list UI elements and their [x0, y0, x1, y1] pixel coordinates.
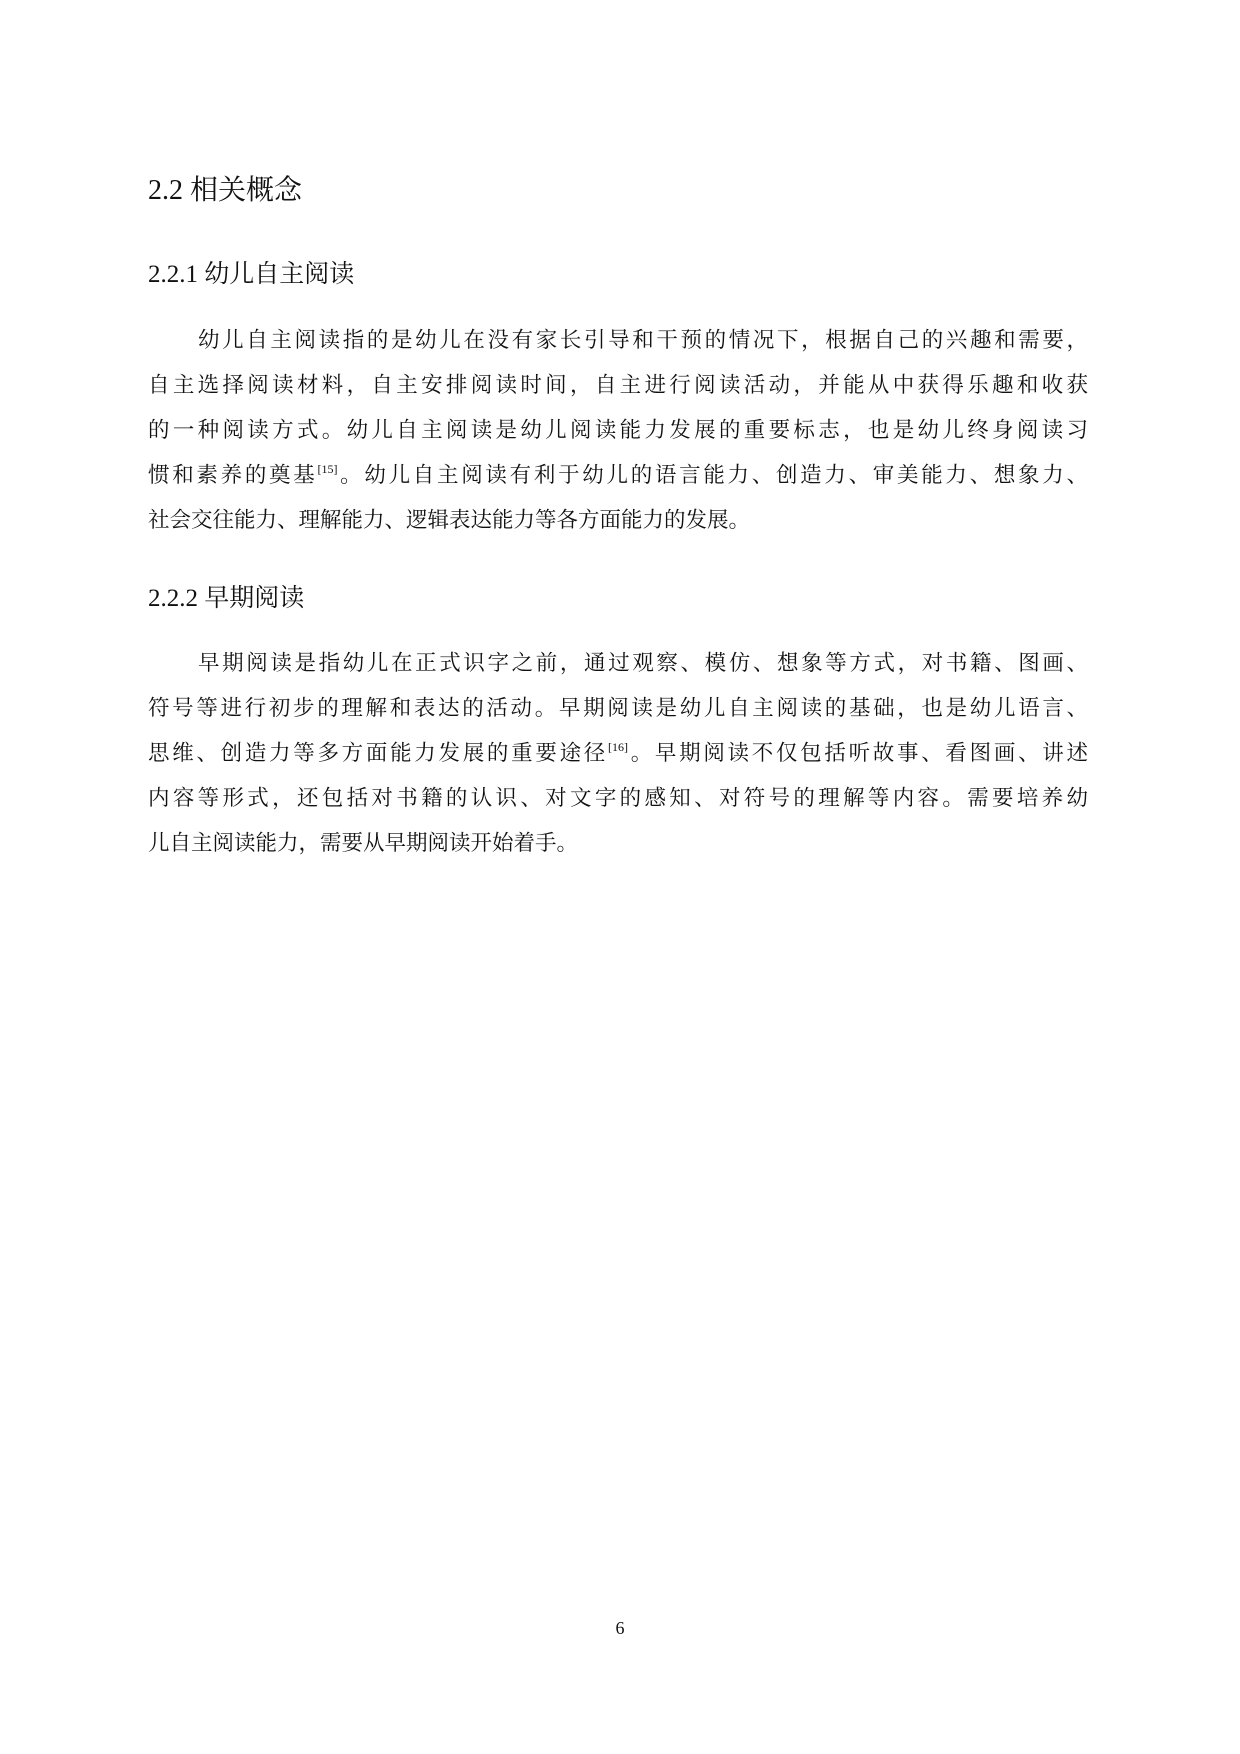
section-number: 2.2 [148, 175, 183, 206]
paragraph-line [148, 453, 1088, 498]
line-text: 惯和素养的奠基 [148, 463, 318, 488]
subsection-heading-2 [148, 580, 304, 617]
line-text: 。早期阅读不仅包括听故事、看图画、讲述 [628, 741, 1088, 766]
line-text: 。幼儿自主阅读有利于幼儿的语言能力、创造力、审美能力、想象力、 [337, 463, 1088, 488]
citation-ref: [16] [608, 740, 628, 754]
section-title: 相关概念 [190, 173, 303, 206]
subsection-title: 幼儿自主阅读 [204, 259, 355, 288]
paragraph-line: 儿自主阅读能力，需要从早期阅读开始着手。 [148, 831, 579, 856]
citation-ref: [15] [317, 462, 338, 476]
paragraph-autonomous-reading [148, 318, 1088, 543]
paragraph-line: 自主选择阅读材料，自主安排阅读时间，自主进行阅读活动，并能从中获得乐趣和收获 [148, 373, 1088, 398]
paragraph-line: 早期阅读是指幼儿在正式识字之前，通过观察、模仿、想象等方式，对书籍、图画、 [198, 651, 1088, 676]
subsection-heading-1 [148, 256, 354, 293]
paragraph-early-reading [148, 641, 1088, 866]
paragraph-line: 内容等形式，还包括对书籍的认识、对文字的感知、对符号的理解等内容。需要培养幼 [148, 786, 1088, 811]
page-number: 6 [615, 1618, 625, 1638]
section-heading [148, 170, 302, 211]
paragraph-line: 符号等进行初步的理解和表达的活动。早期阅读是幼儿自主阅读的基础，也是幼儿语言、 [148, 696, 1088, 721]
subsection-number: 2.2.1 [148, 261, 198, 288]
paragraph-line: 的一种阅读方式。幼儿自主阅读是幼儿阅读能力发展的重要标志，也是幼儿终身阅读习 [148, 418, 1088, 443]
paragraph-line [148, 731, 1088, 776]
paragraph-line: 社会交往能力、理解能力、逻辑表达能力等各方面能力的发展。 [148, 508, 751, 533]
subsection-number: 2.2.2 [148, 585, 198, 612]
paragraph-line: 幼儿自主阅读指的是幼儿在没有家长引导和干预的情况下，根据自己的兴趣和需要， [198, 328, 1088, 353]
subsection-title: 早期阅读 [204, 583, 305, 612]
line-text: 思维、创造力等多方面能力发展的重要途径 [148, 741, 608, 766]
